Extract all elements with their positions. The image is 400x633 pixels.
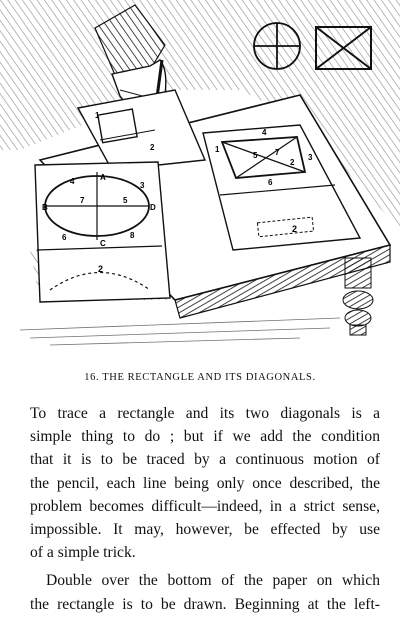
rect-label-3: 3 [308,153,313,162]
ellipse-label-3: 3 [140,181,145,190]
table-leg [343,258,373,335]
ellipse-label-b: B [42,203,48,212]
text-line: simple thing to do ; but if we add the condition [30,428,380,446]
ellipse-label-7: 7 [80,196,85,205]
ellipse-label-4: 4 [70,177,75,186]
text-line: the pencil, each line being only once described, the [30,474,380,492]
ellipse-label-5: 5 [123,196,128,205]
text-line: problem becomes difficult—indeed, in a strict sense, [30,497,380,515]
paragraph-1 [30,402,380,564]
circle-cross-diagram [254,23,300,69]
rect-label-2: 2 [290,158,295,167]
floor-hatching [20,318,340,345]
text-line: To trace a rectangle and its two diagonals is a [30,405,380,422]
ellipse-label-d: D [150,203,156,212]
text-line: of a simple trick. [30,544,136,562]
ellipse-fold-label-2: 2 [98,264,104,274]
ellipse-label-a: A [100,173,106,182]
ellipse-label-c: C [100,239,106,248]
ellipse-label-6: 6 [62,233,67,242]
rect-label-7: 7 [275,148,280,157]
sheet-ellipse [35,162,170,302]
figure-caption: 16. THE RECTANGLE AND ITS DIAGONALS. [84,372,316,383]
ellipse-label-8: 8 [130,231,135,240]
rect-label-1: 1 [215,145,220,154]
sheet-top-label-1: 1 [95,111,100,120]
text-line: the rectangle is to be drawn. Beginning at the left- [30,595,380,613]
rect-label-6: 6 [268,178,273,187]
text-line: Double over the bottom of the paper on which [46,572,380,590]
text-line: impossible. It may, however, be effected by use [30,521,380,539]
sheet-top-label-2: 2 [150,143,155,152]
rect-fold-label-2: 2 [292,224,298,234]
paragraph-2 [30,569,380,615]
rect-label-4: 4 [262,128,267,137]
body-text [30,402,380,616]
text-line: that it is to be traced by a continuous motion of [30,451,380,469]
rect-label-5: 5 [253,151,258,160]
